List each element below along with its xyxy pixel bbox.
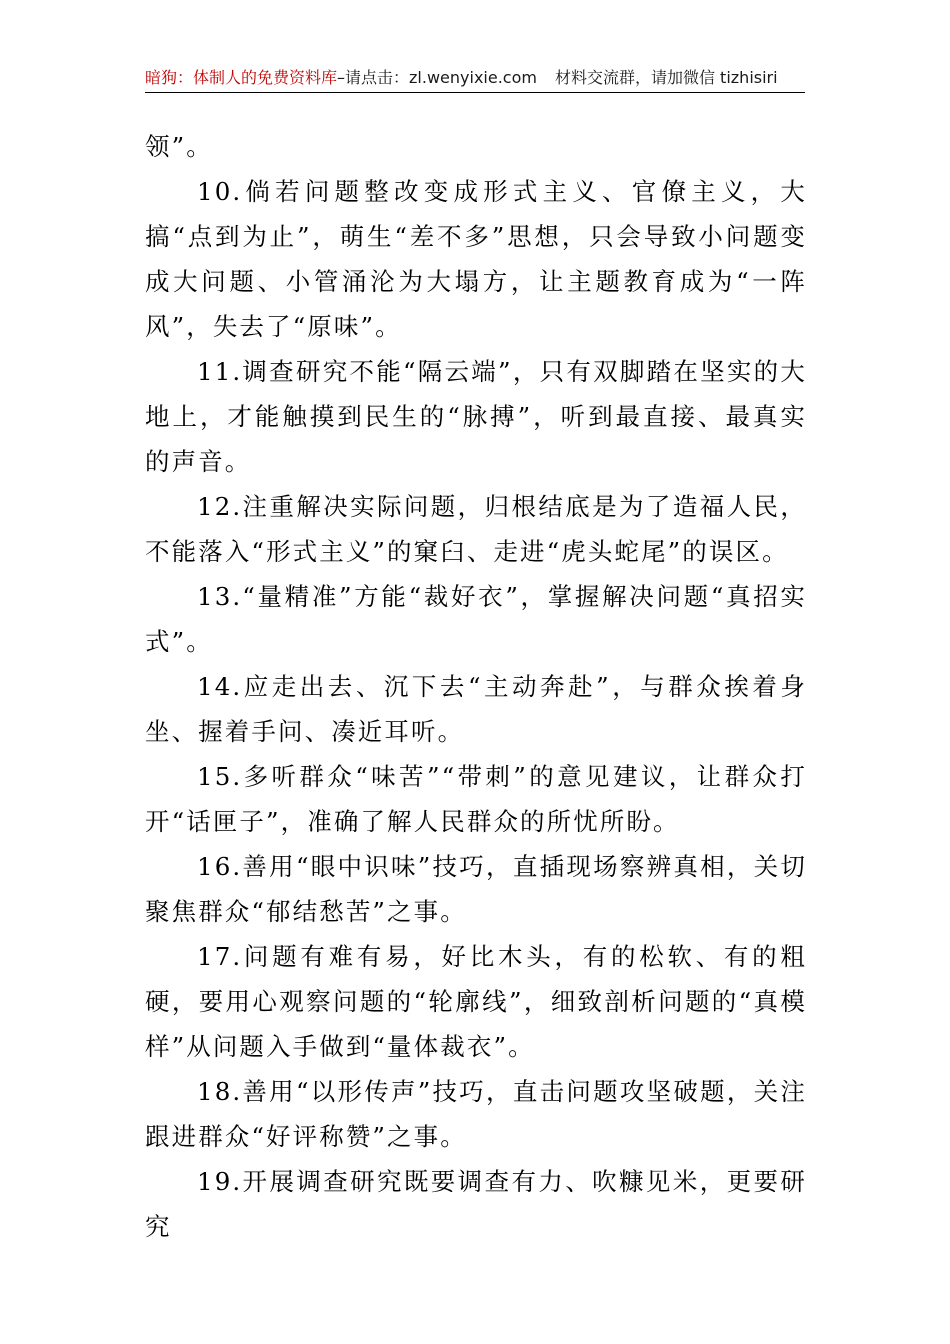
paragraph-item-15: 15.多听群众“味苦”“带刺”的意见建议，让群众打开“话匣子”，准确了解人民群众的所忧所盼。	[145, 762, 807, 836]
header-group-text: 材料交流群，请加微信 tizhisiri	[554, 68, 778, 87]
paragraph-item-17: 17.问题有难有易，好比木头，有的松软、有的粗硬，要用心观察问题的“轮廓线”，细致剖析问题的“真模样”从问题入手做到“量体裁衣”。	[145, 942, 807, 1061]
paragraph-item-11: 11.调查研究不能“隔云端”，只有双脚踏在坚实的大地上，才能触摸到民生的“脉搏”，听到最直接、最真实的声音。	[145, 357, 807, 476]
paragraph-item-10: 10.倘若问题整改变成形式主义、官僚主义，大搞“点到为止”，萌生“差不多”思想，只会导致小问题变成大问题、小管涌沦为大塌方，让主题教育成为“一阵风”，失去了“原味”。	[145, 177, 807, 341]
header-click-prompt: –请点击：	[337, 68, 410, 87]
paragraph-item-13: 13.“量精准”方能“裁好衣”，掌握解决问题“真招实式”。	[145, 582, 807, 656]
paragraph-item-18: 18.善用“以形传声”技巧，直击问题攻坚破题，关注跟进群众“好评称赞”之事。	[145, 1077, 807, 1151]
page-header	[145, 64, 805, 93]
paragraph-item-14: 14.应走出去、沉下去“主动奔赴”，与群众挨着身坐、握着手问、凑近耳听。	[145, 672, 807, 746]
header-url-link[interactable]: zl.wenyixie.com	[409, 68, 537, 87]
paragraph-item-12: 12.注重解决实际问题，归根结底是为了造福人民，不能落入“形式主义”的窠臼、走进“虎头蛇尾”的误区。	[145, 492, 807, 566]
header-brand: 暗狗：体制人的免费资料库	[145, 68, 338, 87]
paragraph-item-19: 19.开展调查研究既要调查有力、吹糠见米，更要研究	[145, 1167, 807, 1241]
paragraph-item-16: 16.善用“眼中识味”技巧，直插现场察辨真相，关切聚焦群众“郁结愁苦”之事。	[145, 852, 807, 926]
document-body	[145, 124, 807, 1249]
paragraph-continued: 领”。	[145, 132, 213, 161]
